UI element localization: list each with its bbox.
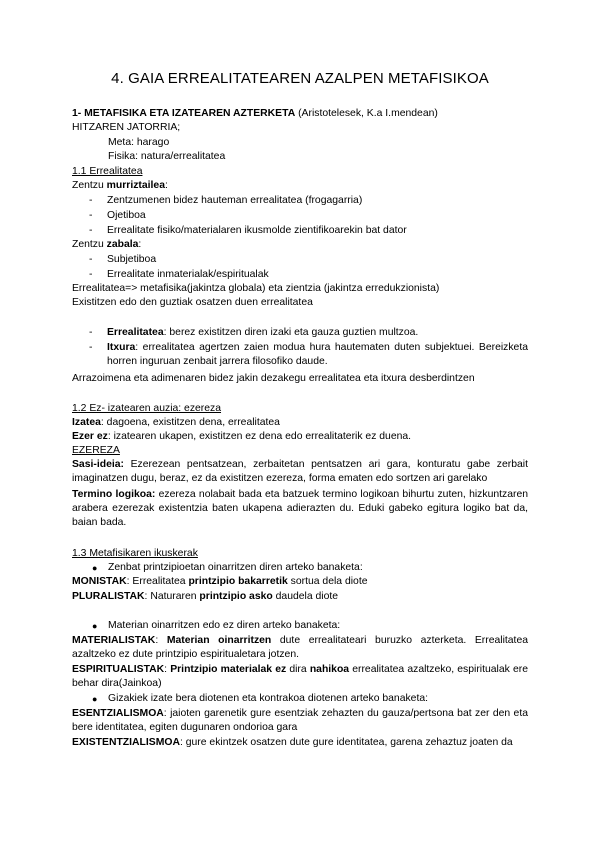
text-line: Errealitatea=> metafisika(jakintza globala) eta zientzia (jakintza erredukzionista) <box>72 283 440 294</box>
itxura-definition: Itxura: errealitatea agertzen zaien modua hura hautematen duten subjektuei. Bereizketa horren inguruan zenbait jarrera filosofiko daude. <box>107 342 528 367</box>
bullet-icon: ● <box>92 621 98 631</box>
section-1-subtitle: (Aristotelesek, K.a I.mendean) <box>295 108 438 119</box>
esentzialismoa-paragraph: ESENTZIALISMOA: jaioten garenetik gure esentziak zehazten du gauza/pertsona bat zer den eta bere identitatea, egiten dugunaren ondorioa gara <box>72 708 528 733</box>
meta-definition: Meta: harago <box>108 137 170 148</box>
espiritualistak-paragraph: ESPIRITUALISTAK: Printzipio materialak ez dira nahikoa errealitatea azaltzeko, espiritualak ere behar dira(Jainkoa) <box>72 664 528 689</box>
sasi-ideia-paragraph: Sasi-ideia: Ezerezean pentsatzean, zerbaitetan pentsatzen ari gara, konturatu gabe zerbait imaginatzen dugu, beraz, ez da existitzen ezereza, forma ematen edo sortzen ari garelako <box>72 459 528 484</box>
section-1-2-heading: 1.2 Ez- izatearen auzia: ezereza <box>72 403 222 414</box>
list-dash: - <box>89 210 93 221</box>
list-item: Ojetiboa <box>107 210 146 221</box>
bullet-icon: ● <box>92 694 98 704</box>
bullet-text: Gizakiek izate bera diotenen eta kontrakoa diotenen arteko banaketa: <box>108 693 429 704</box>
izatea-definition: Izatea: dagoena, existitzen dena, errealitatea <box>72 417 280 428</box>
ezerez-definition: Ezer ez: izatearen ukapen, existitzen ez dena edo errealitaterik ez duena. <box>72 431 412 442</box>
fisika-definition: Fisika: natura/errealitatea <box>108 151 226 162</box>
existentzialismoa-paragraph: EXISTENTZIALISMOA: gure ekintzek osatzen dute gure identitatea, garena zehaztuz joaten da <box>72 737 513 748</box>
section-1-3-heading: 1.3 Metafisikaren ikuskerak <box>72 548 198 559</box>
list-dash: - <box>89 327 93 338</box>
zentzu-murriztailea: Zentzu murriztailea: <box>72 180 168 191</box>
text-line: Arrazoimena eta adimenaren bidez jakin dezakegu errealitatea eta itxura desberdintzen <box>72 373 475 384</box>
bullet-text: Zenbat printzipioetan oinarritzen diren arteko banaketa: <box>108 562 363 573</box>
list-item: Zentzumenen bidez hauteman errealitatea (frogagarria) <box>107 195 363 206</box>
section-1-1-heading: 1.1 Errealitatea <box>72 166 143 177</box>
list-dash: - <box>89 195 93 206</box>
zentzu-zabala: Zentzu zabala: <box>72 239 142 250</box>
ezereza-heading: EZEREZA <box>72 445 120 456</box>
list-item: Errealitate fisiko/materialaren ikusmolde zientifikoarekin bat dator <box>107 225 407 236</box>
list-dash: - <box>89 342 93 353</box>
list-item: Subjetiboa <box>107 254 157 265</box>
materialistak-paragraph: MATERIALISTAK: Materian oinarritzen dute errealitateari buruzko azterketa. Errealitatea azaltzeko ez dute printzipio espiritualetara jotzen. <box>72 635 528 660</box>
termino-logikoa-paragraph: Termino logikoa: ezereza nolabait bada eta batzuek termino logikoan bihurtu zuten, hizkuntzaren arabera ezerezak existentzia baten ukapena adierazten du. Eduki gabeko egitura logiko bat da, baian bada. <box>72 489 529 528</box>
list-dash: - <box>89 225 93 236</box>
list-dash: - <box>89 269 93 280</box>
section-1-title: 1- METAFISIKA ETA IZATEAREN AZTERKETA <box>72 108 296 119</box>
section-1-heading <box>72 107 528 121</box>
text-line: Existitzen edo den guztiak osatzen duen errealitatea <box>72 297 313 308</box>
page-title: 4. GAIA ERREALITATEAREN AZALPEN METAFISIKOA <box>111 70 489 87</box>
list-dash: - <box>89 254 93 265</box>
bullet-icon: ● <box>92 563 98 573</box>
pluralistak-line: PLURALISTAK: Naturaren printzipio asko daudela diote <box>72 591 339 602</box>
jatorria-label: HITZAREN JATORRIA; <box>72 122 181 133</box>
list-item: Errealitate inmaterialak/espiritualak <box>107 269 269 280</box>
monistak-line: MONISTAK: Errealitatea printzipio bakarretik sortua dela diote <box>72 576 368 587</box>
bullet-text: Materian oinarritzen edo ez diren arteko banaketa: <box>108 620 341 631</box>
errealitatea-definition: Errealitatea: berez existitzen diren izaki eta gauza guztien multzoa. <box>107 327 419 338</box>
